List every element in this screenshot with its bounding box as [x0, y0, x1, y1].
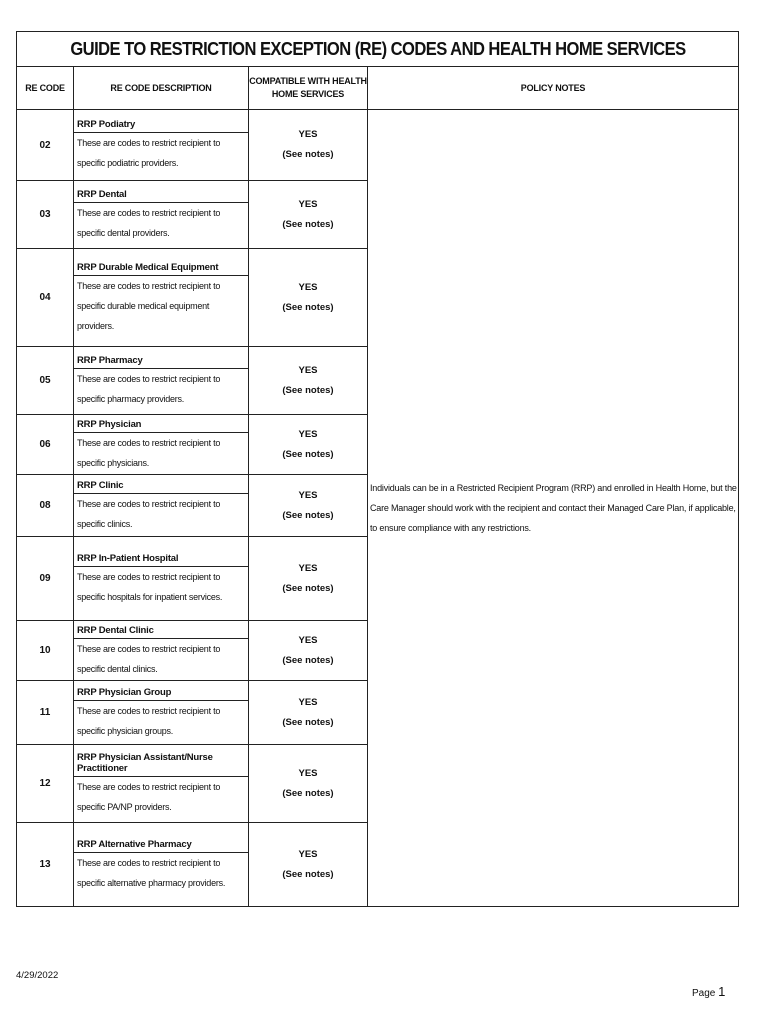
re-code-name: RRP Physician Group [74, 685, 248, 701]
header-compatible: COMPATIBLE WITH HEALTH HOME SERVICES [249, 67, 368, 110]
re-code-description [74, 475, 249, 537]
compatible-value: YES [298, 364, 318, 376]
see-notes: (See notes) [282, 787, 334, 799]
compatible-value: YES [298, 428, 318, 440]
compatible-cell [249, 110, 368, 181]
compatible-cell [249, 249, 368, 347]
re-code: 04 [17, 249, 74, 347]
re-code-description-text: These are codes to restrict recipient to specific hospitals for inpatient services. [77, 571, 223, 602]
re-code-description-text: These are codes to restrict recipient to specific physician groups. [77, 705, 221, 736]
see-notes: (See notes) [282, 384, 334, 396]
re-code-description [74, 347, 249, 415]
see-notes: (See notes) [282, 448, 334, 460]
re-code: 05 [17, 347, 74, 415]
see-notes: (See notes) [282, 716, 334, 728]
compatible-cell [249, 475, 368, 537]
re-code-description-text: These are codes to restrict recipient to specific dental providers. [77, 207, 221, 238]
re-code-description [74, 181, 249, 249]
re-code: 12 [17, 745, 74, 823]
compatible-value: YES [298, 489, 318, 501]
compatible-cell [249, 347, 368, 415]
re-code-name: RRP Pharmacy [74, 353, 248, 369]
re-codes-sheet [16, 31, 738, 907]
re-code-description-text: These are codes to restrict recipient to specific clinics. [77, 498, 221, 529]
table-row [17, 110, 739, 181]
re-code-description [74, 537, 249, 621]
re-code: 08 [17, 475, 74, 537]
re-code-name: RRP In-Patient Hospital [74, 551, 248, 567]
re-code-description-text: These are codes to restrict recipient to specific alternative pharmacy providers. [77, 857, 226, 888]
table-body [17, 110, 739, 907]
re-code-description-text: These are codes to restrict recipient to specific durable medical equipment providers. [77, 280, 221, 331]
re-code-description-text: These are codes to restrict recipient to specific physicians. [77, 437, 221, 468]
re-code-name: RRP Podiatry [74, 117, 248, 133]
re-code: 11 [17, 681, 74, 745]
footer-date: 4/29/2022 [16, 970, 59, 981]
footer-page [692, 984, 725, 999]
compatible-value: YES [298, 281, 318, 293]
re-code-description [74, 745, 249, 823]
re-code: 10 [17, 621, 74, 681]
re-code: 09 [17, 537, 74, 621]
compatible-value: YES [298, 848, 318, 860]
compatible-value: YES [298, 696, 318, 708]
compatible-cell [249, 823, 368, 907]
see-notes: (See notes) [282, 149, 334, 160]
re-code-name: RRP Dental [74, 187, 248, 203]
see-notes: (See notes) [282, 868, 334, 880]
re-code-description-text: These are codes to restrict recipient to specific PA/NP providers. [77, 782, 221, 812]
re-code-description-text: These are codes to restrict recipient to specific pharmacy providers. [77, 373, 221, 404]
page-title: GUIDE TO RESTRICTION EXCEPTION (RE) CODES AND HEALTH HOME SERVICES [45, 32, 709, 67]
header-re-code: RE CODE [17, 67, 74, 110]
re-code-name: RRP Durable Medical Equipment [74, 260, 248, 276]
re-code-description [74, 621, 249, 681]
re-code-name: RRP Physician [74, 417, 248, 433]
re-code-description [74, 249, 249, 347]
see-notes: (See notes) [282, 301, 334, 313]
compatible-cell [249, 681, 368, 745]
re-code-description [74, 415, 249, 475]
see-notes: (See notes) [282, 509, 334, 521]
re-code-name: RRP Alternative Pharmacy [74, 837, 248, 853]
compatible-value: YES [298, 129, 318, 140]
see-notes: (See notes) [282, 582, 334, 594]
re-code-description-text: These are codes to restrict recipient to specific dental clinics. [77, 643, 221, 674]
page-label: Page [692, 988, 716, 999]
re-code-name: RRP Physician Assistant/Nurse Practitioner [74, 750, 248, 777]
page-number: 1 [718, 984, 726, 999]
re-code-name: RRP Dental Clinic [74, 623, 248, 639]
header-policy-notes: POLICY NOTES [368, 67, 739, 110]
compatible-value: YES [298, 562, 318, 574]
re-code-description [74, 823, 249, 907]
re-codes-table [16, 31, 739, 907]
re-code-description [74, 681, 249, 745]
re-code-name: RRP Clinic [74, 478, 248, 494]
compatible-cell [249, 537, 368, 621]
compatible-cell [249, 621, 368, 681]
compatible-cell [249, 745, 368, 823]
header-description: RE CODE DESCRIPTION [74, 67, 249, 110]
re-code-description [74, 110, 249, 181]
re-code: 13 [17, 823, 74, 907]
compatible-cell [249, 181, 368, 249]
policy-notes: Individuals can be in a Restricted Recipient Program (RRP) and enrolled in Health Home, but the Care Manager should work with the recipient and contact their Managed Care Plan, if applicable, to ensure compliance with any restrictions. [368, 110, 739, 907]
re-code-description-text: These are codes to restrict recipient to specific podiatric providers. [77, 138, 221, 168]
re-code: 03 [17, 181, 74, 249]
compatible-cell [249, 415, 368, 475]
compatible-value: YES [298, 198, 318, 210]
re-code: 02 [17, 110, 74, 181]
compatible-value: YES [298, 767, 318, 779]
compatible-value: YES [298, 634, 318, 646]
see-notes: (See notes) [282, 218, 334, 230]
see-notes: (See notes) [282, 654, 334, 666]
re-code: 06 [17, 415, 74, 475]
